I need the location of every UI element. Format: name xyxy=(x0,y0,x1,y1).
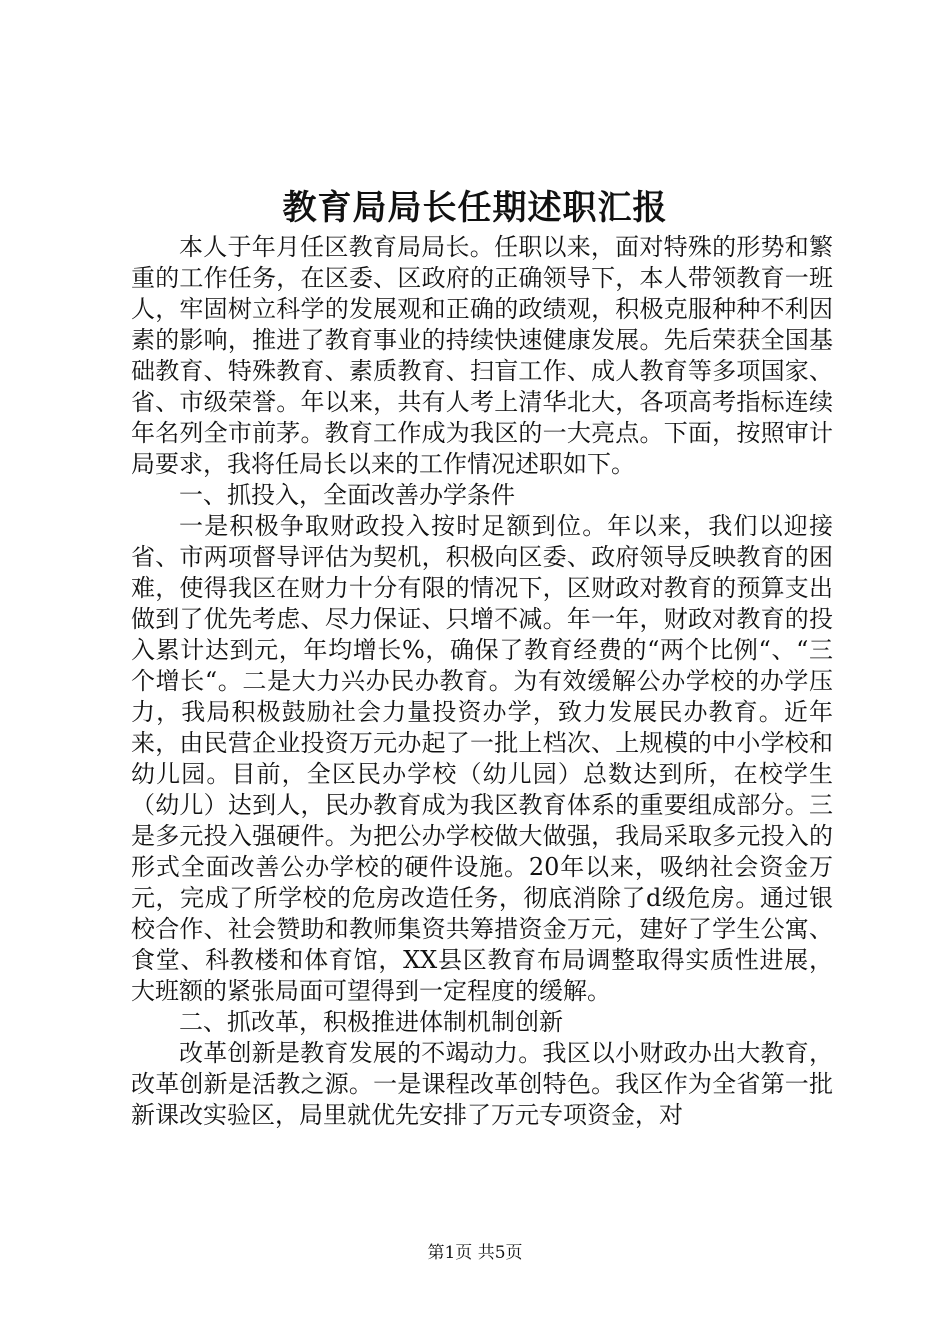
document-body xyxy=(131,232,833,1131)
section-heading-2: 二、抓改革，积极推进体制机制创新 xyxy=(179,1008,563,1036)
page-footer: 第1页 共5页 xyxy=(427,1243,523,1263)
paragraph-intro: 本人于年月任区教育局局长。任职以来，面对特殊的形势和繁重的工作任务，在区委、区政府的正确领导下，本人带领教育一班人，牢固树立科学的发展观和正确的政绩观，积极克服种种不利因素的影响，推进了教育事业的持续快速健康发展。先后荣获全国基础教育、特殊教育、素质教育、扫盲工作、成人教育等多项国家、省、市级荣誉。年以来，共有人考上清华北大，各项高考指标连续年名列全市前茅。教育工作成为我区的一大亮点。下面，按照审计局要求，我将任局长以来的工作情况述职如下。 xyxy=(131,233,833,478)
paragraph-investment: 一是积极争取财政投入按时足额到位。年以来，我们以迎接省、市两项督导评估为契机，积极向区委、政府领导反映教育的困难，使得我区在财力十分有限的情况下，区财政对教育的预算支出做到了优先考虑、尽力保证、只增不减。年一年，财政对教育的投入累计达到元，年均增长%，确保了教育经费的“两个比例“、“三个增长“。二是大力兴办民办教育。为有效缓解公办学校的办学压力，我局积极鼓励社会力量投资办学，致力发展民办教育。近年来，由民营企业投资万元办起了一批上档次、上规模的中小学校和幼儿园。目前，全区民办学校（幼儿园）总数达到所，在校学生（幼儿）达到人，民办教育成为我区教育体系的重要组成部分。三是多元投入强硬件。为把公办学校做大做强，我局采取多元投入的形式全面改善公办学校的硬件设施。20年以来，吸纳社会资金万元，完成了所学校的危房改造任务，彻底消除了d级危房。通过银校合作、社会赞助和教师集资共筹措资金万元，建好了学生公寓、食堂、科教楼和体育馆，XX县区教育布局调整取得实质性进展，大班额的紧张局面可望得到一定程度的缓解。 xyxy=(131,512,833,1005)
paragraph-reform: 改革创新是教育发展的不竭动力。我区以小财政办出大教育，改革创新是活教之源。一是课程改革创特色。我区作为全省第一批新课改实验区，局里就优先安排了万元专项资金，对 xyxy=(131,1039,833,1129)
section-heading-1: 一、抓投入，全面改善办学条件 xyxy=(179,481,515,509)
document-title: 教育局局长任期述职汇报 xyxy=(282,188,668,228)
